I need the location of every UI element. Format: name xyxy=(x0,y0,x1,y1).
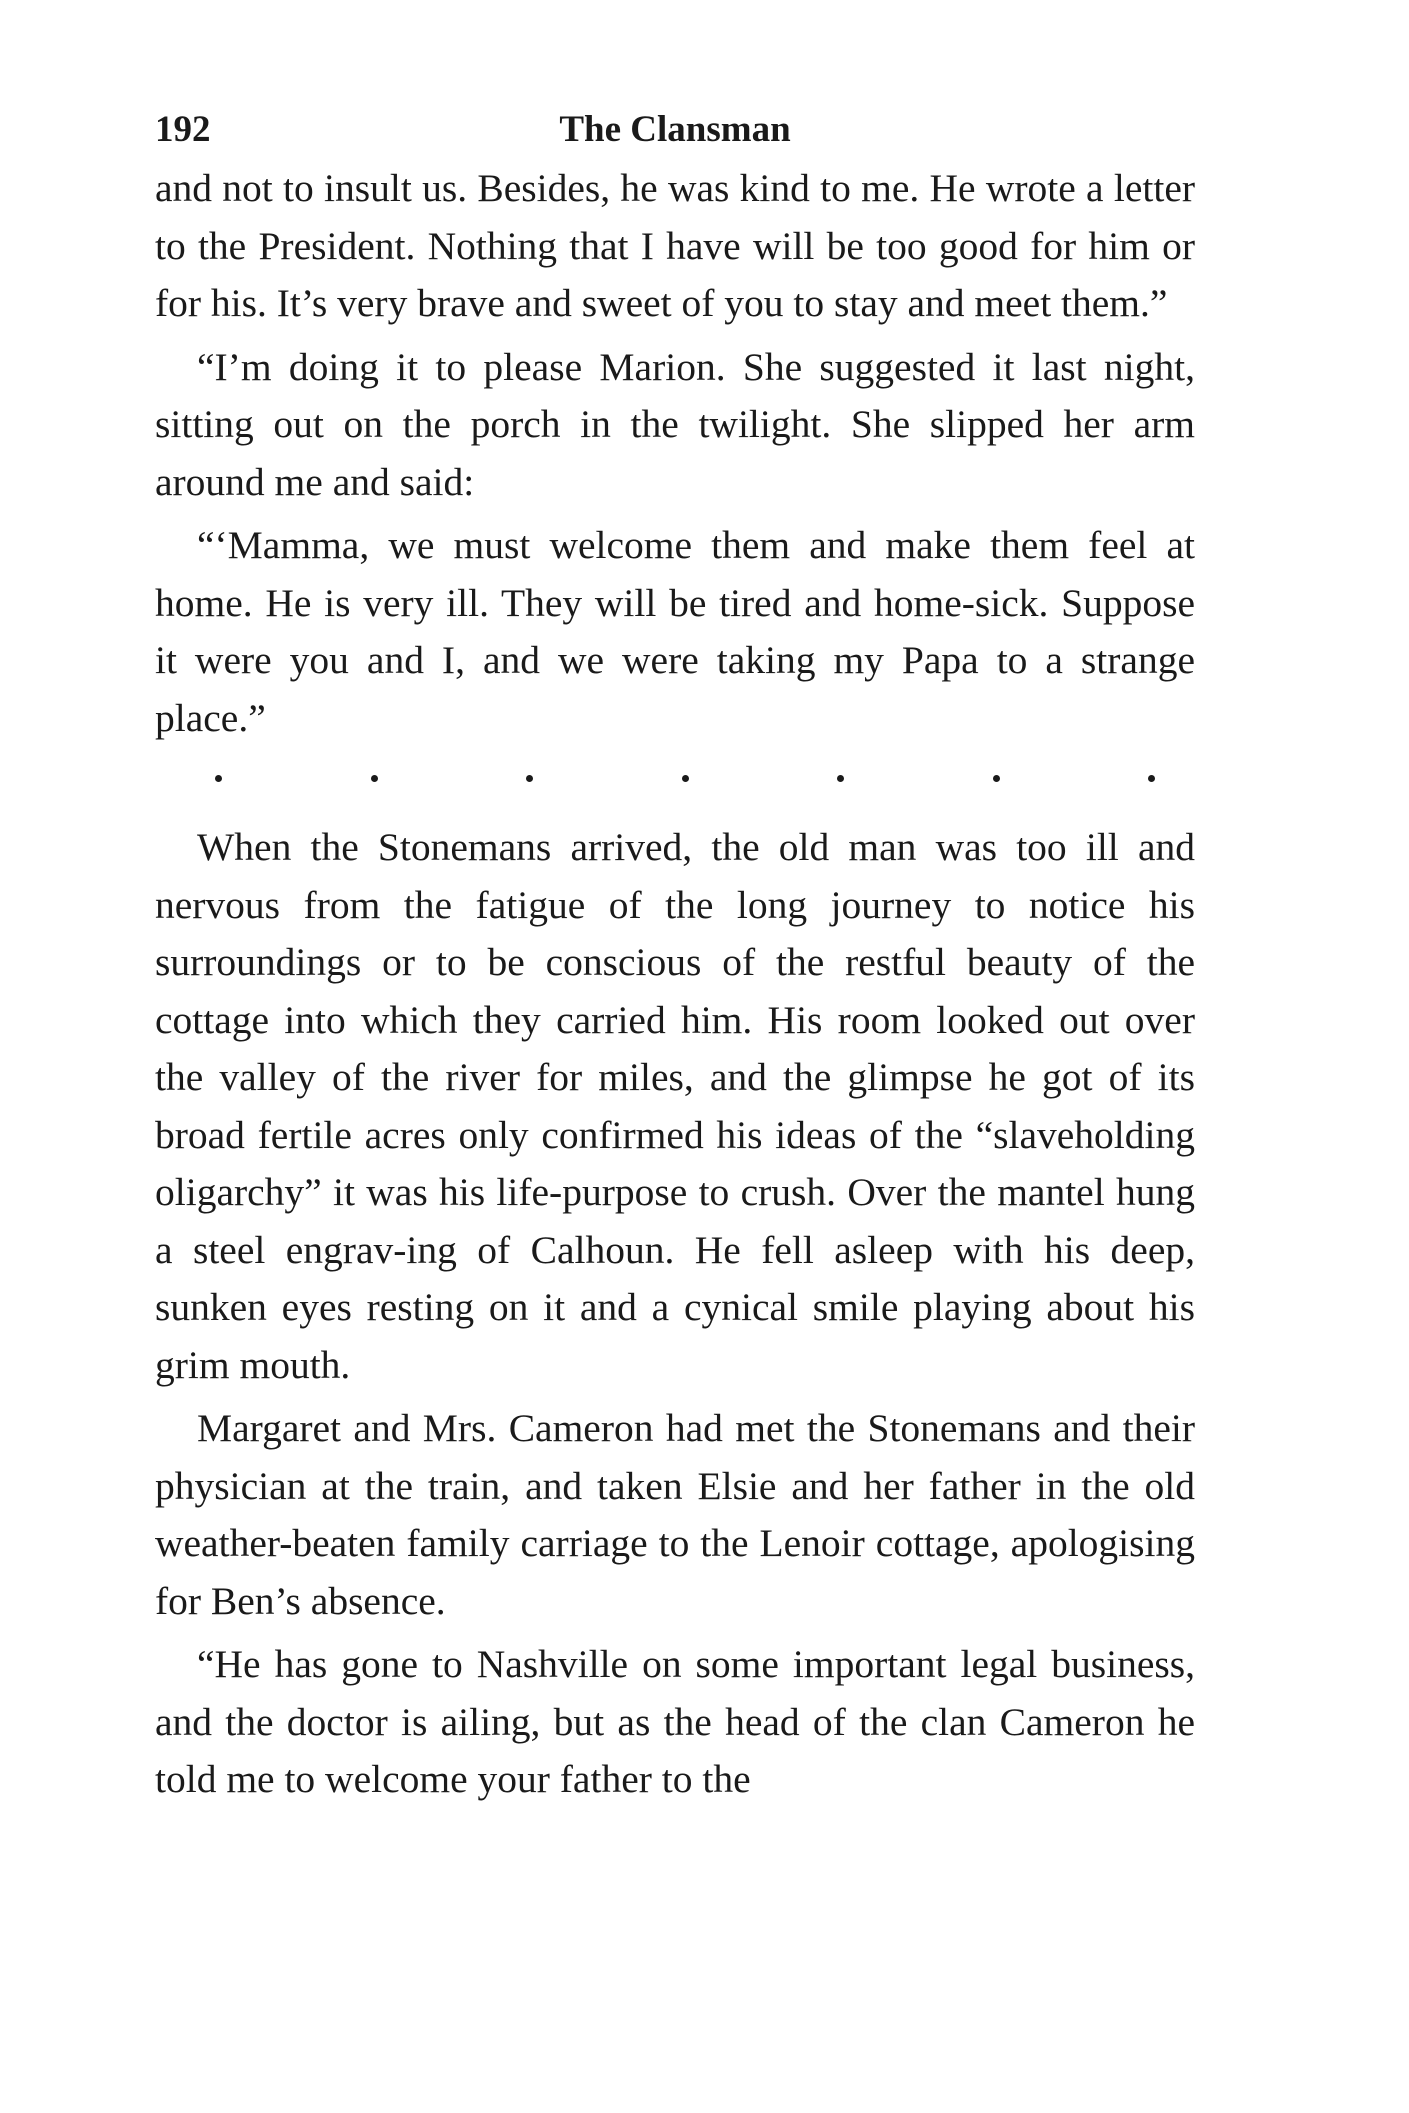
paragraph: Margaret and Mrs. Cameron had met the Stonemans and their physician at the train, and taken Elsie and her father in the old weather-beaten family carriage to the Lenoir cottage, apologising for Ben’s absence. xyxy=(155,1406,1195,1623)
book-title: The Clansman xyxy=(559,109,791,150)
section-break-dot xyxy=(215,775,222,782)
running-head xyxy=(155,100,1195,160)
paragraph-continuation: and not to insult us. Besides, he was kind to me. He wrote a letter to the President. Nothing that I have will be too good for him or for his. It’s very brave and sweet of you to stay and meet them.” xyxy=(155,166,1195,325)
section-break-dot xyxy=(526,775,533,782)
paragraph: When the Stonemans arrived, the old man was too ill and nervous from the fatigue of the long journey to notice his surroundings or to be conscious of the restful beauty of the cottage into which they carried him. His room looked out over the valley of the river for miles, and the glimpse he got of its broad fertile acres only confirmed his ideas of the “slaveholding oligarchy” it was his life-purpose to crush. Over the mantel hung a steel engrav-ing of Calhoun. He fell asleep with his deep, sunken eyes resting on it and a cynical smile playing about his grim mouth. xyxy=(155,825,1195,1387)
section-break-dot xyxy=(371,775,378,782)
section-break-dot xyxy=(993,775,1000,782)
section-break-dot xyxy=(1148,775,1155,782)
paragraph: “‘Mamma, we must welcome them and make them feel at home. He is very ill. They will be tired and home-sick. Suppose it were you and I, and we were taking my Papa to a strange place.” xyxy=(155,523,1195,740)
body-text xyxy=(155,160,1195,1809)
paragraph: “He has gone to Nashville on some important legal business, and the doctor is ailing, but as the head of the clan Cameron he told me to welcome your father to the xyxy=(155,1642,1195,1801)
page-number: 192 xyxy=(155,109,211,150)
book-page xyxy=(155,100,1195,1809)
section-break-dot xyxy=(682,775,689,782)
section-break xyxy=(155,747,1195,809)
section-break-dot xyxy=(837,775,844,782)
paragraph: “I’m doing it to please Marion. She suggested it last night, sitting out on the porch in the twilight. She slipped her arm around me and said: xyxy=(155,344,1195,504)
